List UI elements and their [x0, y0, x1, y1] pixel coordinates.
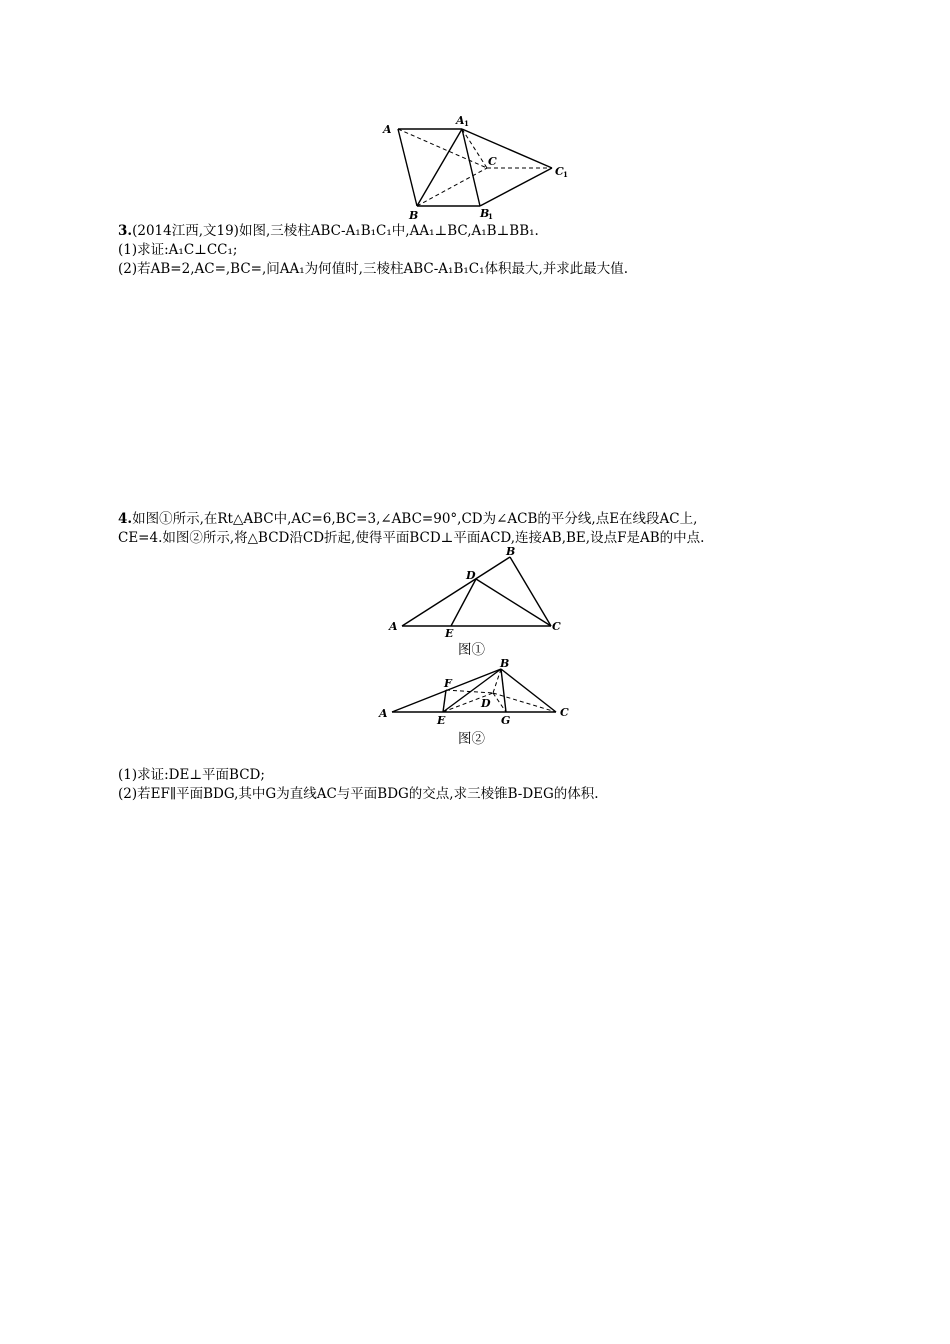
prism-label-a: A — [383, 123, 392, 136]
q3-number: 3. — [118, 223, 133, 239]
fig2-label-a: A — [379, 707, 388, 720]
triangle-figure-2 — [375, 655, 575, 730]
fig2-label-c: C — [560, 706, 569, 719]
prism-label-c1-sub: 1 — [563, 170, 568, 179]
q3-part1: (1)求证:A₁C⊥CC₁; — [118, 242, 238, 258]
q4-part2: (2)若EF∥平面BDG,其中G为直线AC与平面BDG的交点,求三棱锥B-DEG的体积. — [118, 786, 599, 802]
fig1-label-c: C — [552, 620, 561, 633]
q4-stem-text: 如图①所示,在Rt△ABC中,AC=6,BC=3,∠ABC=90°,CD为∠ACB的平分线,点E在线段AC上, — [132, 511, 698, 527]
fig2-label-d: D — [481, 697, 491, 710]
prism-label-b1: B — [480, 207, 490, 220]
q4-number: 4. — [118, 511, 133, 527]
q4-stem-line1 — [118, 510, 697, 528]
fig2-label-e: E — [437, 714, 446, 727]
triangle-figure-1 — [385, 542, 570, 637]
fig1-label-a: A — [389, 620, 398, 633]
fig1-label-d: D — [466, 569, 476, 582]
q3-part2: (2)若AB=2,AC=,BC=,问AA₁为何值时,三棱柱ABC-A₁B₁C₁体积最大,并求此最大值. — [118, 261, 629, 277]
fig2-label-g: G — [501, 714, 511, 727]
prism-label-b: B — [409, 209, 419, 222]
prism-label-c: C — [488, 155, 497, 168]
q3-stem-text: (2014江西,文19)如图,三棱柱ABC-A₁B₁C₁中,AA₁⊥BC,A₁B⊥BB₁. — [132, 223, 539, 239]
prism-label-a1: A — [456, 114, 465, 127]
prism-figure — [380, 112, 570, 222]
prism-label-a1-sub: 1 — [464, 119, 469, 128]
fig2-caption: 图② — [458, 731, 485, 747]
q3-stem — [118, 222, 539, 240]
q4-stem-line2: CE=4.如图②所示,将△BCD沿CD折起,使得平面BCD⊥平面ACD,连接AB,BE,设点F是AB的中点. — [118, 530, 705, 546]
q4-part1: (1)求证:DE⊥平面BCD; — [118, 767, 265, 783]
fig1-caption: 图① — [458, 642, 485, 658]
prism-label-b1-sub: 1 — [488, 212, 493, 221]
fig2-label-f: F — [444, 677, 452, 690]
prism-label-c1: C — [555, 165, 564, 178]
fig1-label-b: B — [506, 545, 516, 558]
fig1-label-e: E — [445, 627, 454, 637]
fig2-label-b: B — [500, 657, 510, 670]
